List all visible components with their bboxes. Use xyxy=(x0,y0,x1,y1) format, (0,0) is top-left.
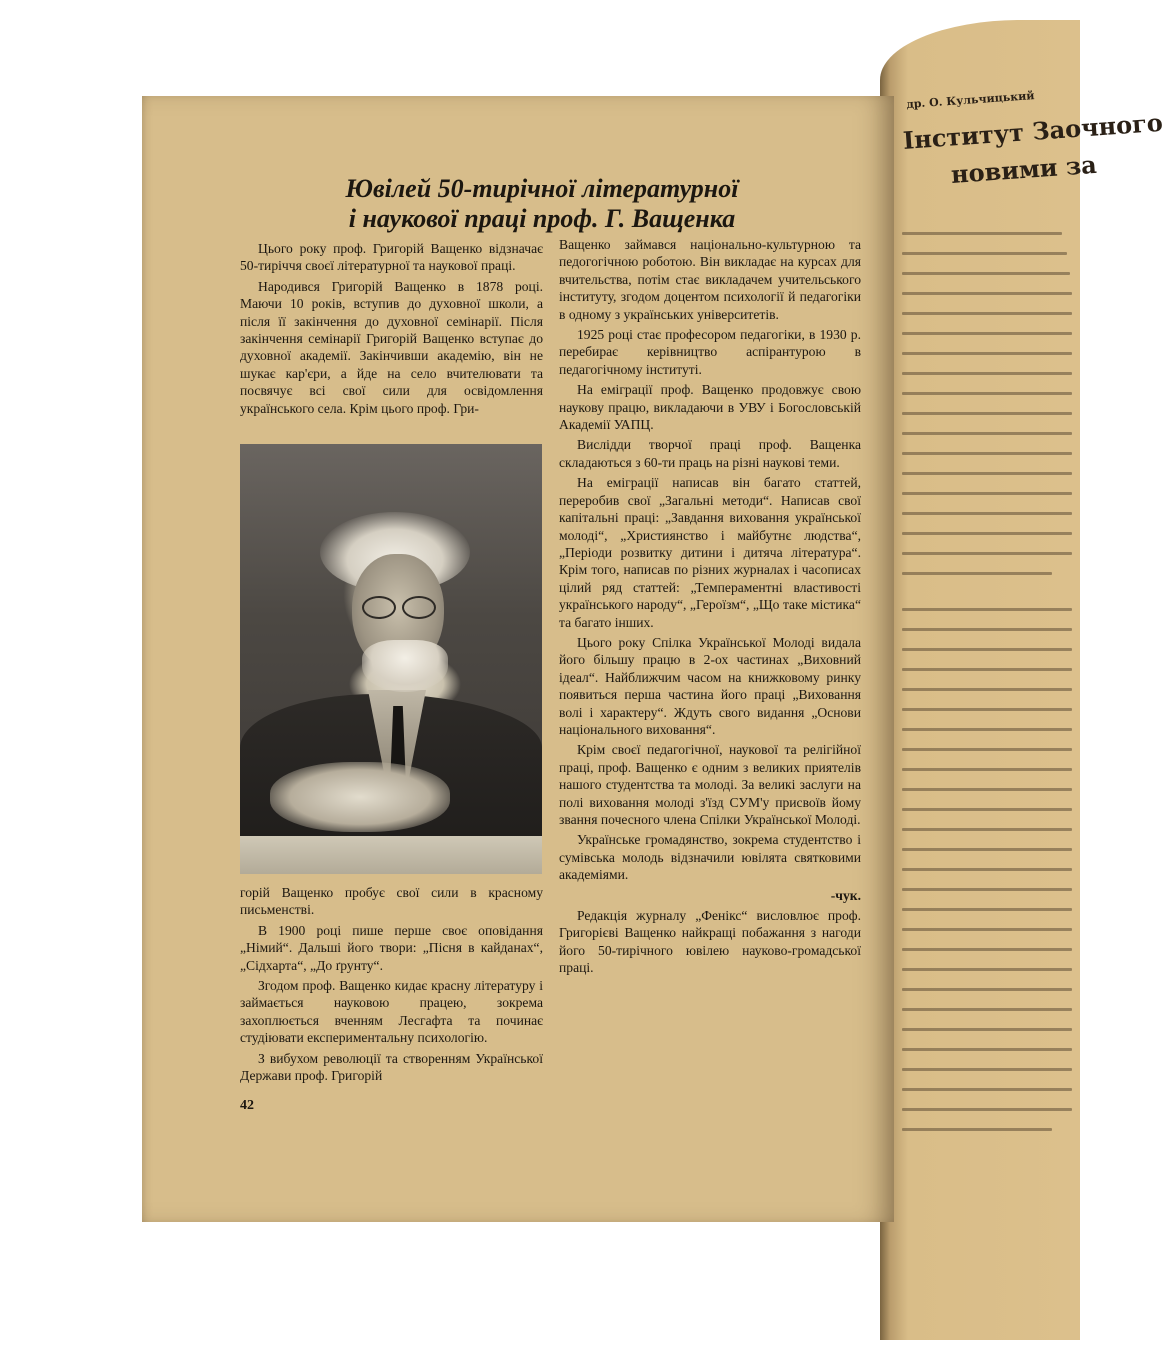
magazine-page xyxy=(142,96,894,1222)
article-title xyxy=(242,174,842,234)
article-title-line1: Ювілей 50-тирічної літературної xyxy=(345,174,739,203)
paragraph: На еміграції проф. Ващенко продовжує свою наукову працю, викладаючи в УВУ і Богословській Академії УАПЦ. xyxy=(559,382,861,433)
paragraph: Цього року Спілка Української Молоді видала його більшу працю в 2-ох частинах „Виховний ідеал“. Найближчим часом на книжковому ринку появиться перша частина його праці „Виховання волі і характеру“. Ждуть свого видання „Основи національного виховання“. xyxy=(559,634,861,737)
paragraph: З вибухом революції та створенням Української Держави проф. Григорій xyxy=(240,1050,543,1084)
author-signature: -чук. xyxy=(830,887,861,903)
paragraph: На еміграції написав він багато статтей, переробив свої „Загальні методи“. Написав свої капітальні праці: „Завдання виховання української молоді“, „Християнство і майбутнє людства“, „Періоди розвитку дитини і дитяча література“. Крім того, написав по різних журналах і часописах цілий ряд статтей: „Темпераментні властивості українського народу“, „Героїзм“, „Що таке містика“ та багато інших. xyxy=(559,475,861,630)
column-right xyxy=(559,236,861,980)
paragraph: В 1900 році пише перше своє оповідання „Німий“. Дальші його твори: „Пісня в кайданах“, „Сідхарта“, „До ґрунту“. xyxy=(240,922,543,973)
paragraph: Ващенко займався національно-культурною та педогогічною роботою. Він викладає на курсах для вчительства, потім стає викладачем учительського інституту, згодом доцентом психології й педагогіки в одному з українських університетів. xyxy=(559,237,861,322)
facing-page-author: др. О. Кульчицький xyxy=(906,89,1035,111)
paragraph: Цього року проф. Григорій Ващенко відзначає 50-тиріччя своєї літературної та наукової праці. xyxy=(240,241,543,274)
paragraph: Українське громадянство, зокрема студентство і сумівська молодь відзначили ювілята святковими академіями. xyxy=(559,832,861,883)
column-left-top xyxy=(240,240,543,420)
paragraph: Вислідди творчої праці проф. Ващенка складаються з 60-ти праць на різні наукові теми. xyxy=(559,437,861,470)
facing-page-heading-line2: новими за xyxy=(950,149,1098,189)
paragraph: Згодом проф. Ващенко кидає красну літературу і займається науковою працею, зокрема захоплюється вченням Лесгафта та починає студіювати експериментальну психологію. xyxy=(240,978,543,1046)
page-number: 42 xyxy=(240,1098,254,1113)
portrait-photo xyxy=(240,444,542,874)
paragraph: Крім своєї педагогічної, наукової та релігійної праці, проф. Ващенко є одним з великих приятелів нашого студентства та молоді. За великі заслуги на полі виховання молоді з'їзд СУМ'у присвоїв йому звання почесного члена Спілки Української Молоді. xyxy=(559,742,861,827)
closing-paragraph: Редакція журналу „Фенікс“ висловлює проф. Григорієві Ващенко найкращі побажання з нагоди його 50-тирічного ювілею науково-громадської праці. xyxy=(559,908,861,976)
paragraph: 1925 році стає професором педагогіки, в 1930 р. перебирає керівництво аспірантурою в педагогічному інституті. xyxy=(559,327,861,377)
column-left-bottom xyxy=(240,884,543,1087)
facing-page-heading-line1: Інститут Заочного xyxy=(902,107,1164,155)
paragraph: Народився Григорій Ващенко в 1878 році. Маючи 10 років, вступив до духовної школи, а після її закінчення до духовної семінарії. Після закінчення семінарії Григорій Ващенко вступає до духовної академії. Закінчивши академію, він не шукає кар'єри, а йде на село вчителювати та посвячує всі свої сили для освідомлення українського села. Крім цього проф. Гри- xyxy=(240,278,543,416)
facing-page xyxy=(880,20,1164,1340)
article-title-line2: і наукової праці проф. Г. Ващенка xyxy=(348,204,736,233)
paragraph: горій Ващенко пробує свої сили в красному письменстві. xyxy=(240,885,543,918)
